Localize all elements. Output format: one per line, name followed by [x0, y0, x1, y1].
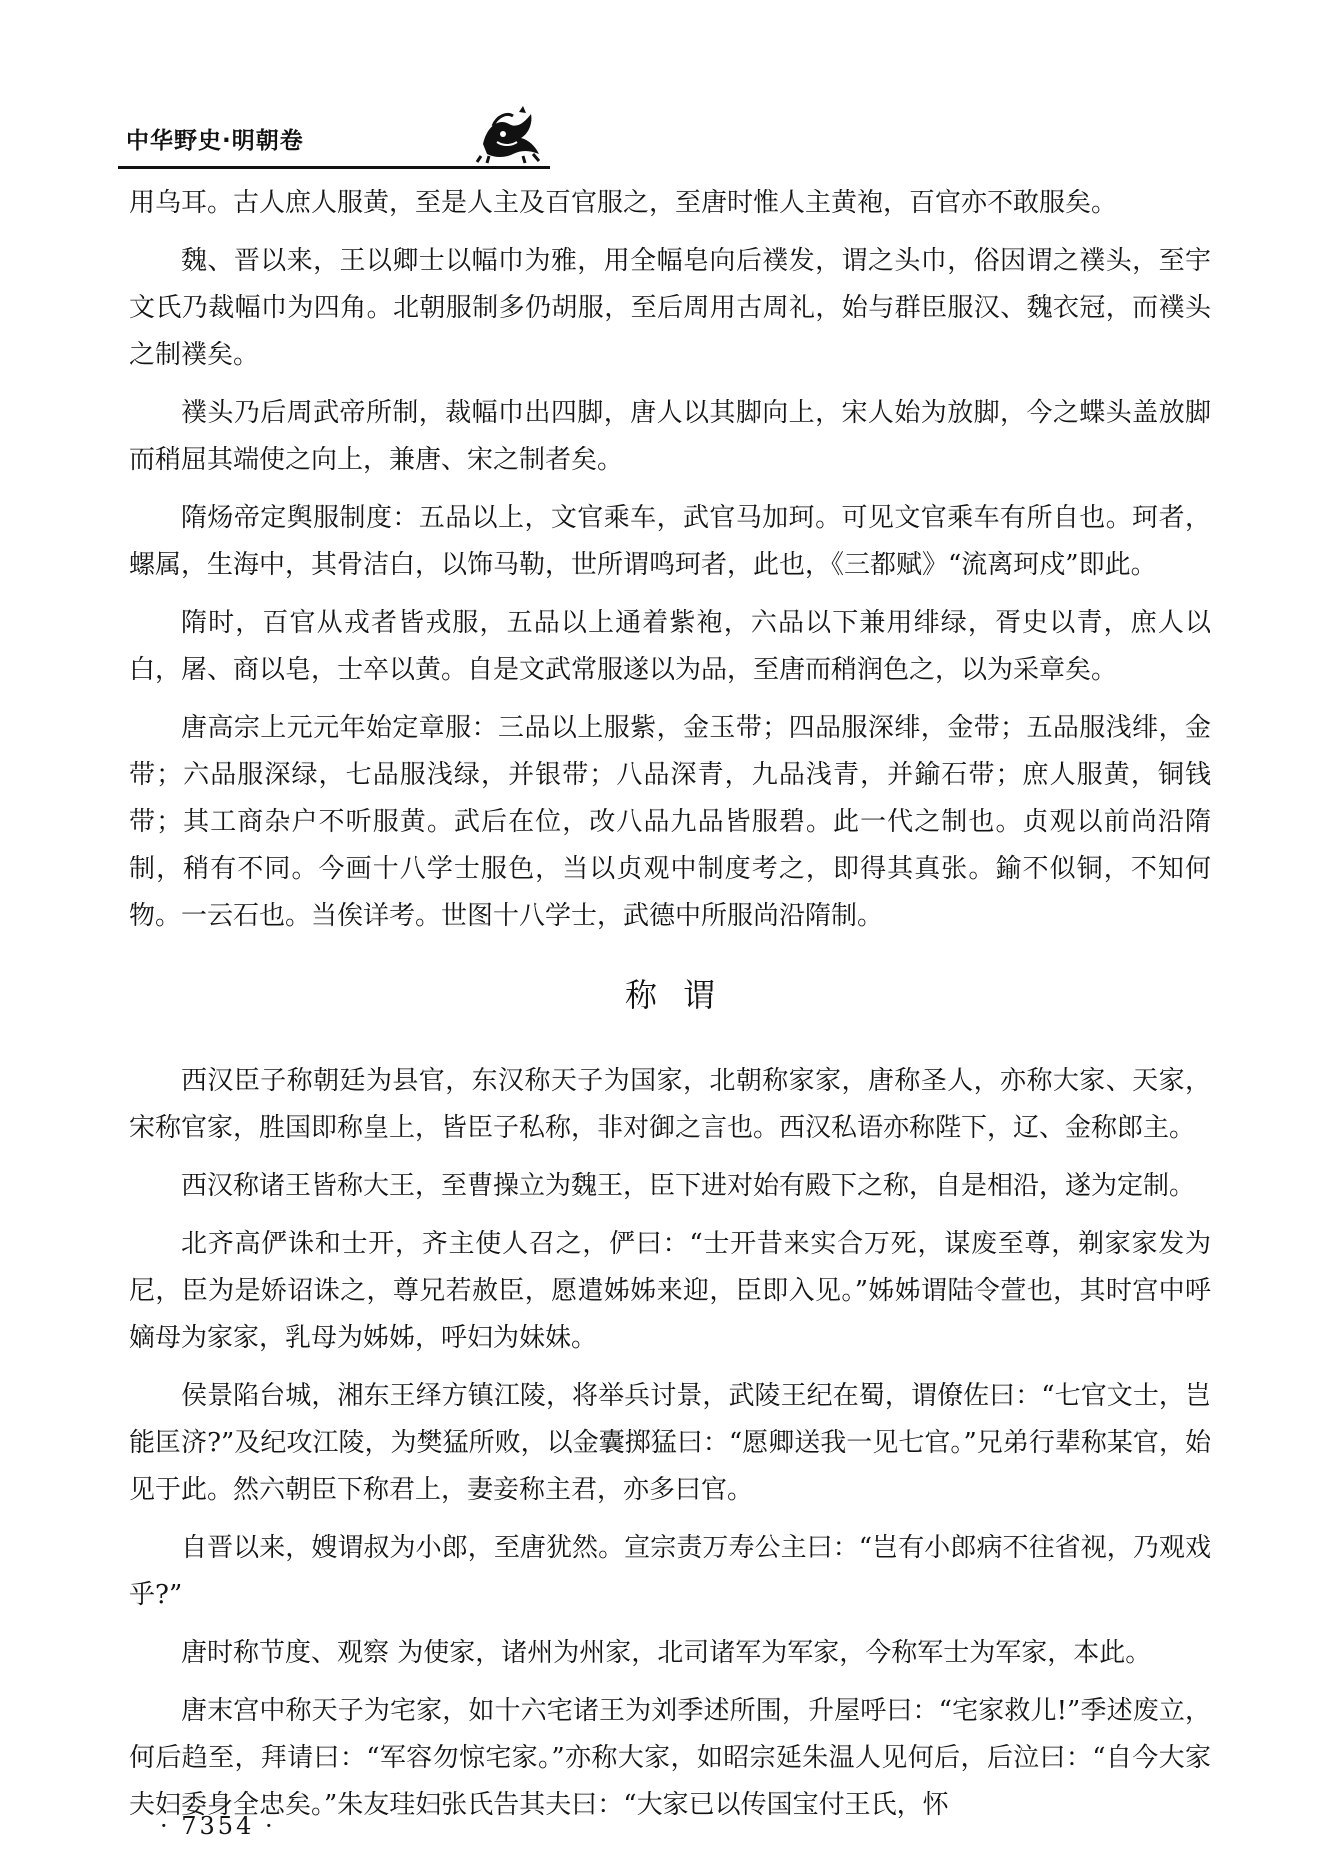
running-header	[118, 108, 1218, 168]
paragraph: 襆头乃后周武帝所制，裁幅巾出四脚，唐人以其脚向上，宋人始为放脚，今之蝶头盖放脚而稍屈其端使之向上，兼唐、宋之制者矣。	[129, 398, 1211, 475]
header-rule	[118, 166, 550, 169]
paragraph: 唐时称节度、观察 为使家，诸州为州家，北司诸军为军家，今称军士为军家，本此。	[181, 1638, 1152, 1668]
main-text	[129, 180, 1211, 1840]
section-title: 称谓	[624, 976, 741, 1014]
book-title: 中华野史·明朝卷	[126, 128, 304, 154]
paragraph: 唐高宗上元元年始定章服：三品以上服紫，金玉带；四品服深绯，金带；五品服浅绯，金带；六品服深绿，七品服浅绿，并银带；八品深青，九品浅青，并鍮石带；庶人服黄，铜钱带；其工商杂户不听服黄。武后在位，改八品九品皆服碧。此一代之制也。贞观以前尚沿隋制，稍有不同。今画十八学士服色，当以贞观中制度考之，即得其真张。鍮不似铜，不知何物。一云石也。当俟详考。世图十八学士，武德中所服尚沿隋制。	[129, 713, 1211, 931]
paragraph: 魏、晋以来，王以卿士以幅巾为雅，用全幅皂向后襆发，谓之头巾，俗因谓之襆头，至宇文氏乃裁幅巾为四角。北朝服制多仍胡服，至后周用古周礼，始与群臣服汉、魏衣冠，而襆头之制襆矣。	[129, 246, 1211, 370]
paragraph: 唐末宫中称天子为宅家，如十六宅诸王为刘季述所围，升屋呼曰：“宅家救儿!”季述废立，何后趋至，拜请曰：“军容勿惊宅家。”亦称大家，如昭宗延朱温人见何后，后泣曰：“自今大家夫妇委身全忠矣。”朱友珪妇张氏告其夫曰：“大家已以传国宝付王氏，怀	[129, 1696, 1211, 1820]
paragraph: 用乌耳。古人庶人服黄，至是人主及百官服之，至唐时惟人主黄袍，百官亦不敢服矣。	[129, 188, 1118, 218]
paragraph: 西汉称诸王皆称大王，至曹操立为魏王，臣下进对始有殿下之称，自是相沿，遂为定制。	[181, 1171, 1196, 1201]
paragraph: 隋时，百官从戎者皆戎服，五品以上通着紫袍，六品以下兼用绯绿，胥史以青，庶人以白，屠、商以皂，士卒以黄。自是文武常服遂以为品，至唐而稍润色之，以为采章矣。	[129, 608, 1211, 685]
page-number: · 7354 ·	[160, 1812, 276, 1840]
paragraph: 侯景陷台城，湘东王绎方镇江陵，将举兵讨景，武陵王纪在蜀，谓僚佐曰：“七官文士，岂能匡济?”及纪攻江陵，为樊猛所败，以金囊掷猛曰：“愿卿送我一见七官。”兄弟行辈称某官，始见于此。然六朝臣下称君上，妻妾称主君，亦多曰官。	[129, 1381, 1211, 1505]
paragraph: 西汉臣子称朝廷为县官，东汉称天子为国家，北朝称家家，唐称圣人，亦称大家、天家，宋称官家，胜国即称皇上，皆臣子私称，非对御之言也。西汉私语亦称陛下，辽、金称郎主。	[129, 1066, 1211, 1143]
dragon-icon	[473, 104, 548, 164]
paragraph: 自晋以来，嫂谓叔为小郎，至唐犹然。宣宗责万寿公主曰：“岂有小郎病不往省视，乃观戏乎?”	[129, 1533, 1211, 1610]
paragraph: 北齐高俨诛和士开，齐主使人召之，俨曰：“士开昔来实合万死，谋废至尊，剃家家发为尼，臣为是娇诏诛之，尊兄若赦臣，愿遣姊姊来迎，臣即入见。”姊姊谓陆令萱也，其时宫中呼嫡母为家家，乳母为姊姊，呼妇为妹妹。	[129, 1229, 1211, 1353]
paragraph: 隋炀帝定舆服制度：五品以上，文官乘车，武官马加珂。可见文官乘车有所自也。珂者，螺属，生海中，其骨洁白，以饰马勒，世所谓鸣珂者，此也，《三都赋》“流离珂戍”即此。	[129, 503, 1211, 580]
